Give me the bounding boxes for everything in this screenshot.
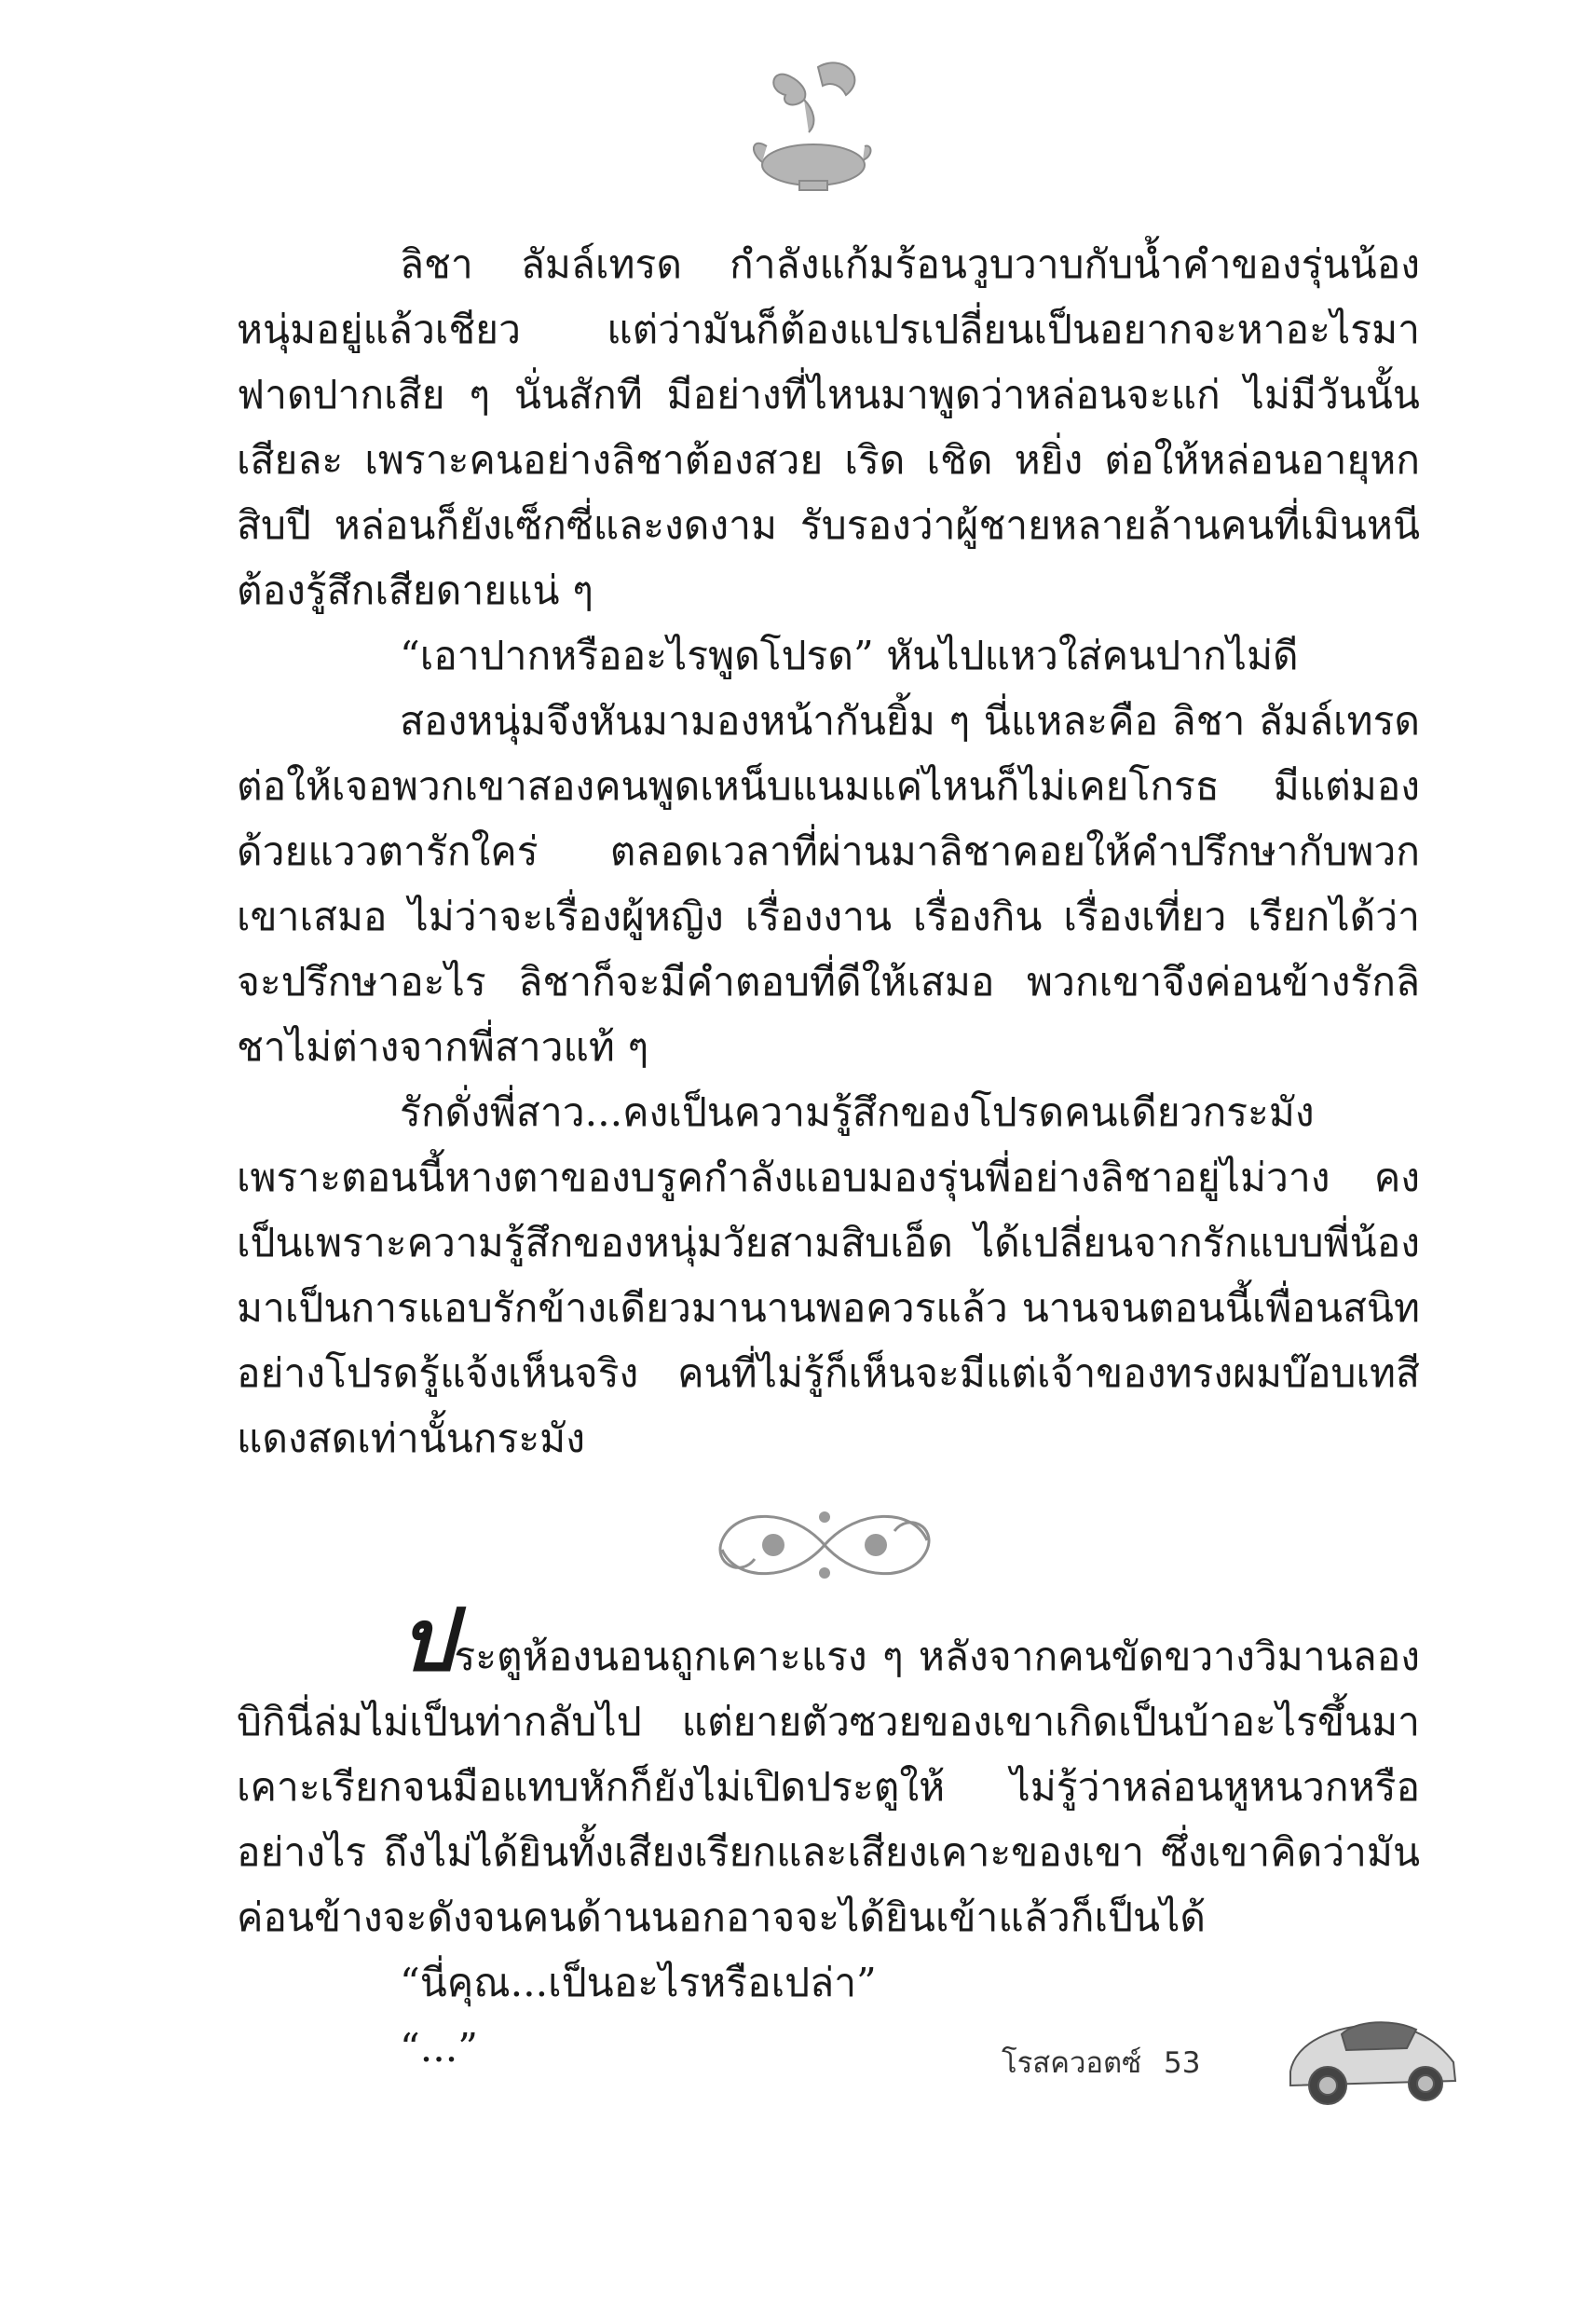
paragraph: รักดั่งพี่สาว...คงเป็นความรู้สึกของโปรดคนเดียวกระมัง เพราะตอนนี้หางตาของบรูคกำลังแอบมองรุ่นพี่อย่างลิชาอยู่ไม่วาง คงเป็นเพราะความรู้สึกของหนุ่มวัยสามสิบเอ็ด ได้เปลี่ยนจากรักแบบพี่น้องมาเป็นการแอบรักข้างเดียวมานานพอควรแล้ว นานจนตอนนี้เพื่อนสนิทอย่างโปรดรู้แจ้งเห็นจริง คนที่ไม่รู้ก็เห็นจะมีแต่เจ้าของทรงผมบ๊อบเทสีแดงสดเท่านั้นกระมัง [237, 1090, 1420, 1462]
book-title: โรสควอตซ์ [1002, 2046, 1142, 2080]
floral-divider-icon [699, 1498, 950, 1592]
dialogue-line: “นี่คุณ...เป็นอะไรหรือเปล่า” [400, 1961, 877, 2006]
page-number: 53 [1164, 2046, 1201, 2080]
drop-cap: ป [400, 1590, 455, 1690]
page-footer [1002, 2039, 1200, 2085]
section-2 [237, 1590, 1420, 2082]
paragraph [237, 1590, 1420, 1951]
paragraph-text: ระตูห้องนอนถูกเคาะแรง ๆ หลังจากคนขัดขวางวิมานลองบิกินี่ล่มไม่เป็นท่ากลับไป แต่ยายตัวซวยของเขาเกิดเป็นบ้าอะไรขึ้นมาเคาะเรียกจนมือแทบหักก็ยังไม่เปิดประตูให้ ไม่รู้ว่าหล่อนหูหนวกหรืออย่างไร ถึงไม่ได้ยินทั้งเสียงเรียกและเสียงเคาะของเขา ซึ่งเขาคิดว่ามันค่อนข้างจะดังจนคนด้านนอกอาจจะได้ยินเข้าแล้วก็เป็นได้ [237, 1634, 1420, 1941]
paragraph: “เอาปากหรืออะไรพูดโปรด” หันไปแหวใส่คนปากไม่ดี [400, 634, 1299, 679]
paragraph: สองหนุ่มจึงหันมามองหน้ากันยิ้ม ๆ นี่แหละคือ ลิชา ลัมล์เทรด ต่อให้เจอพวกเขาสองคนพูดเหน็บแนมแค่ไหนก็ไม่เคยโกรธ มีแต่มองด้วยแววตารักใคร่ ตลอดเวลาที่ผ่านมาลิชาคอยให้คำปรึกษากับพวกเขาเสมอ ไม่ว่าจะเรื่องผู้หญิง เรื่องงาน เรื่องกิน เรื่องเที่ยว เรียกได้ว่าจะปรึกษาอะไร ลิชาก็จะมีคำตอบที่ดีให้เสมอ พวกเขาจึงค่อนข้างรักลิชาไม่ต่างจากพี่สาวแท้ ๆ [237, 699, 1420, 1071]
paragraph: ลิชา ลัมล์เทรด กำลังแก้มร้อนวูบวาบกับน้ำคำของรุ่นน้องหนุ่มอยู่แล้วเชียว แต่ว่ามันก็ต้องแปรเปลี่ยนเป็นอยากจะหาอะไรมาฟาดปากเสีย ๆ นั่นสักที มีอย่างที่ไหนมาพูดว่าหล่อนจะแก่ ไม่มีวันนั้นเสียละ เพราะคนอย่างลิชาต้องสวย เริด เชิด หยิ่ง ต่อให้หล่อนอายุหกสิบปี หล่อนก็ยังเซ็กซี่และงดงาม รับรองว่าผู้ชายหลายล้านคนที่เมินหนีต้องรู้สึกเสียดายแน่ ๆ [237, 242, 1420, 614]
section-1 [237, 233, 1420, 1472]
lamp-cupid-ornament-icon [753, 58, 874, 202]
sports-car-icon [1276, 1992, 1463, 2113]
dialogue-line: “...” [400, 2026, 478, 2072]
